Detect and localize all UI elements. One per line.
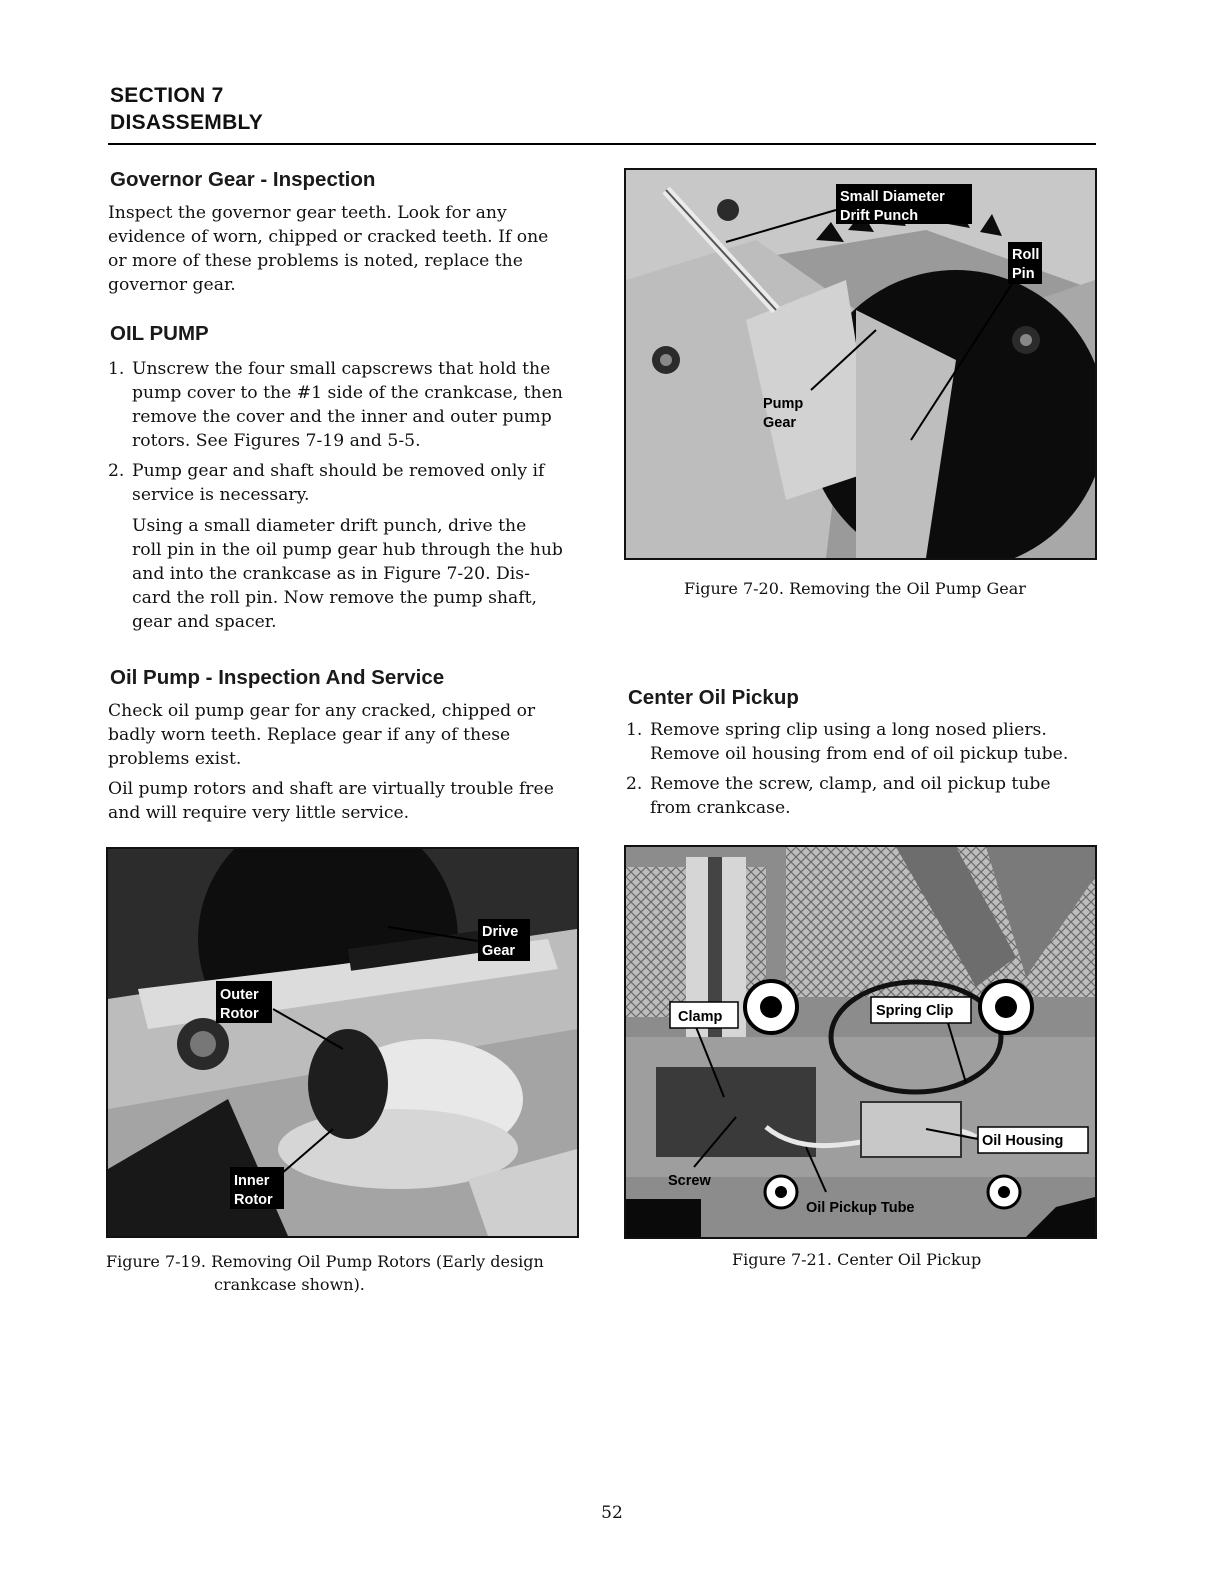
oil-pump-step-2 xyxy=(108,459,583,507)
section-header xyxy=(110,82,263,136)
para-line: and will require very little service. xyxy=(108,803,410,823)
section-number: SECTION 7 xyxy=(110,84,224,107)
step-text xyxy=(132,459,544,507)
label-gear: Gear xyxy=(763,415,797,431)
label-inner-rotor: Rotor xyxy=(234,1192,273,1208)
para-line: problems exist. xyxy=(108,749,242,769)
step-line: service is necessary. xyxy=(132,485,310,505)
governor-line: or more of these problems is noted, replace the xyxy=(108,251,523,271)
label-small-diameter: Small Diameter xyxy=(840,189,945,205)
para-line: Check oil pump gear for any cracked, chipped or xyxy=(108,701,536,721)
governor-line: governor gear. xyxy=(108,275,236,295)
figure-7-19-image xyxy=(108,849,577,1236)
step-number: 1. xyxy=(626,720,643,740)
label-spring-clip: Spring Clip xyxy=(876,1003,954,1019)
step-line: remove the cover and the inner and outer pump xyxy=(132,407,552,427)
figure-7-19-photo xyxy=(106,847,579,1238)
label-drive-gear: Gear xyxy=(482,943,516,959)
figure-7-21-photo xyxy=(624,845,1097,1239)
step-text xyxy=(650,772,1051,820)
label-drive: Drive xyxy=(482,924,519,940)
page-number: 52 xyxy=(601,1503,623,1523)
label-outer: Outer xyxy=(220,987,259,1003)
para-line: badly worn teeth. Replace gear if any of these xyxy=(108,725,511,745)
center-pickup-heading: Center Oil Pickup xyxy=(628,686,799,709)
step-line: Remove spring clip using a long nosed pliers. xyxy=(650,720,1047,740)
caption-line: crankcase shown). xyxy=(214,1275,365,1294)
label-pin: Pin xyxy=(1012,266,1035,282)
step-number: 2. xyxy=(626,774,643,794)
label-roll: Roll xyxy=(1012,247,1040,263)
label-outer-rotor: Rotor xyxy=(220,1006,259,1022)
step-line: rotors. See Figures 7-19 and 5-5. xyxy=(132,431,421,451)
governor-line: Inspect the governor gear teeth. Look for any xyxy=(108,203,507,223)
label-inner: Inner xyxy=(234,1173,270,1189)
governor-line: evidence of worn, chipped or cracked teeth. If one xyxy=(108,227,549,247)
label-pump: Pump xyxy=(763,396,804,412)
figure-7-21-image xyxy=(626,847,1095,1237)
inspection-heading: Oil Pump - Inspection And Service xyxy=(110,666,445,689)
figure-7-19-caption xyxy=(106,1250,586,1296)
detail-line: and into the crankcase as in Figure 7-20. Dis- xyxy=(132,564,530,584)
inspection-para-1 xyxy=(108,699,578,771)
oil-pump-heading: OIL PUMP xyxy=(110,322,209,345)
section-title: DISASSEMBLY xyxy=(110,111,264,134)
step-line: Unscrew the four small capscrews that hold the xyxy=(132,359,551,379)
figure-7-20-photo xyxy=(624,168,1097,560)
step-number: 1. xyxy=(108,359,125,379)
para-line: Oil pump rotors and shaft are virtually trouble free xyxy=(108,779,554,799)
governor-heading: Governor Gear - Inspection xyxy=(110,168,376,191)
label-drift-punch: Drift Punch xyxy=(840,208,919,224)
label-oil-housing: Oil Housing xyxy=(982,1133,1064,1149)
header-rule xyxy=(108,143,1096,145)
oil-pump-step-1 xyxy=(108,357,583,453)
center-pickup-step-1 xyxy=(626,718,1101,766)
oil-pump-step-2-detail xyxy=(132,514,582,634)
detail-line: card the roll pin. Now remove the pump shaft, xyxy=(132,588,537,608)
step-number: 2. xyxy=(108,461,125,481)
governor-text xyxy=(108,201,578,297)
figure-7-20-caption: Figure 7-20. Removing the Oil Pump Gear xyxy=(684,579,1026,598)
detail-line: gear and spacer. xyxy=(132,612,277,632)
figure-7-21-caption: Figure 7-21. Center Oil Pickup xyxy=(732,1250,982,1269)
step-line: from crankcase. xyxy=(650,798,791,818)
step-line: Remove oil housing from end of oil pickup tube. xyxy=(650,744,1069,764)
label-screw: Screw xyxy=(668,1173,711,1189)
step-text xyxy=(132,357,563,453)
step-text xyxy=(650,718,1068,766)
detail-line: roll pin in the oil pump gear hub through the hub xyxy=(132,540,563,560)
center-pickup-step-2 xyxy=(626,772,1101,820)
step-line: pump cover to the #1 side of the crankcase, then xyxy=(132,383,563,403)
caption-line: Figure 7-19. Removing Oil Pump Rotors (Early design xyxy=(106,1252,544,1271)
figure-7-20-image xyxy=(626,170,1095,558)
label-clamp: Clamp xyxy=(678,1009,723,1025)
step-line: Remove the screw, clamp, and oil pickup tube xyxy=(650,774,1051,794)
detail-line: Using a small diameter drift punch, drive the xyxy=(132,516,527,536)
step-line: Pump gear and shaft should be removed only if xyxy=(132,461,545,481)
label-oil-pickup-tube: Oil Pickup Tube xyxy=(806,1200,915,1216)
inspection-para-2 xyxy=(108,777,583,825)
